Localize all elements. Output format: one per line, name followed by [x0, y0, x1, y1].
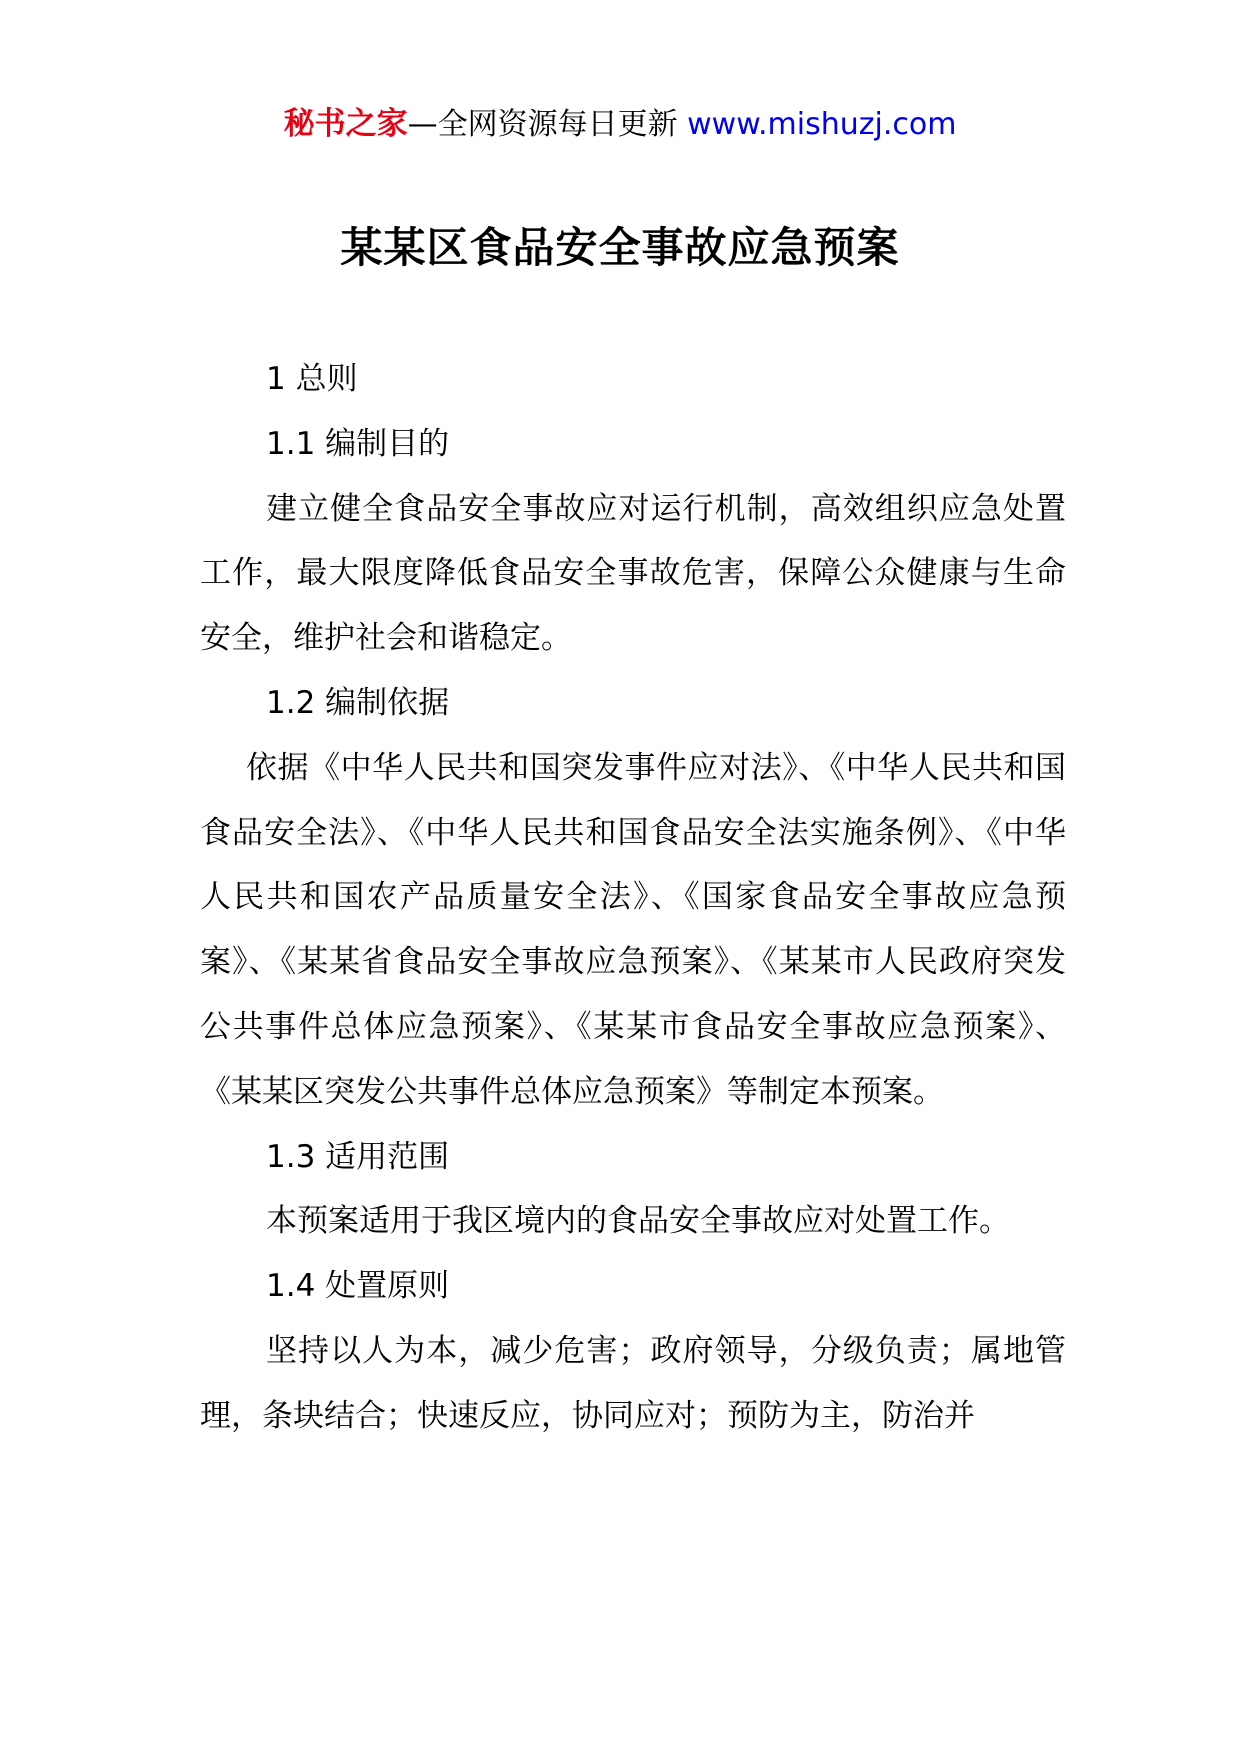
document-body: [200, 347, 1066, 1449]
section-paragraph: 坚持以人为本，减少危害；政府领导，分级负责；属地管理，条块结合；快速反应，协同应对；预防为主，防治并: [200, 1332, 1066, 1434]
section-heading: 1 总则: [266, 361, 358, 397]
header-tagline: —全网资源每日更新: [407, 107, 678, 142]
document-title: 某某区食品安全事故应急预案: [340, 223, 900, 272]
site-link[interactable]: www.mishuzj.com: [687, 107, 957, 142]
section-heading: 1.2 编制依据: [266, 684, 450, 721]
section-heading: 1.1 编制目的: [266, 425, 450, 462]
section-paragraph: 本预案适用于我区境内的食品安全事故应对处置工作。: [266, 1203, 1010, 1240]
site-header: [0, 100, 1240, 149]
section-heading: 1.3 适用范围: [266, 1138, 450, 1175]
brand-name: 秘书之家: [283, 106, 408, 142]
section-heading: 1.4 处置原则: [266, 1268, 450, 1305]
section-paragraph: 依据《中华人民共和国突发事件应对法》、《中华人民共和国食品安全法》、《中华人民共和国食品安全法实施条例》、《中华人民共和国农产品质量安全法》、《国家食品安全事故应急预案》、《某某省食品安全事故应急预案》、《某某市人民政府突发公共事件总体应急预案》、《某某市食品安全事故应急预案》、《某某区突发公共事件总体应急预案》等制定本预案。: [200, 749, 1066, 1110]
section-paragraph: 建立健全食品安全事故应对运行机制，高效组织应急处置工作，最大限度降低食品安全事故危害，保障公众健康与生命安全，维护社会和谐稳定。: [200, 490, 1066, 657]
